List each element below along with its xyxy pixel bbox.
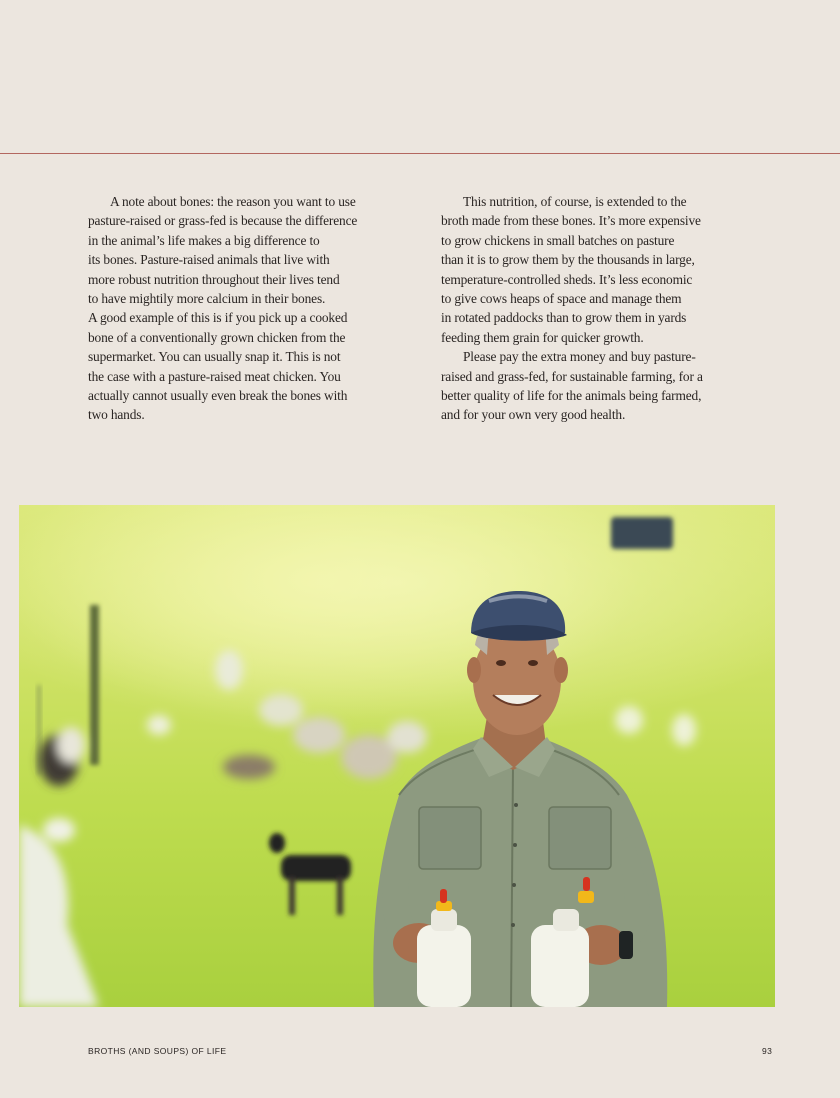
text-line: the case with a pasture-raised meat chicken. You	[88, 368, 341, 384]
text-line: than it is to grow them by the thousands in large,	[441, 252, 695, 268]
text-line: better quality of life for the animals being farmed,	[441, 388, 702, 404]
text-line: to give cows heaps of space and manage them	[441, 291, 682, 307]
text-line: A note about bones: the reason you want to use	[110, 194, 356, 209]
text-line: feeding them grain for quicker growth.	[441, 329, 644, 345]
text-line: actually cannot usually even break the bones with	[88, 388, 348, 404]
text-line: A good example of this is if you pick up a cooked	[88, 310, 348, 326]
farmer-photo-illustration	[19, 505, 775, 1007]
body-text-right-column	[441, 192, 783, 425]
text-line: Please pay the extra money and buy pasture-	[463, 349, 696, 365]
text-line: temperature-controlled sheds. It’s less economic	[441, 271, 693, 287]
text-line: and for your own very good health.	[441, 407, 626, 423]
text-line: in rotated paddocks than to grow them in yards	[441, 310, 687, 326]
body-text-left-column	[88, 192, 423, 425]
farmer-photo	[19, 505, 775, 1007]
running-footer-title: BROTHS (AND SOUPS) OF LIFE	[88, 1046, 227, 1056]
text-line: broth made from these bones. It’s more expensive	[441, 213, 701, 229]
text-line: to have mightily more calcium in their bones.	[88, 291, 326, 307]
text-line: This nutrition, of course, is extended to the	[463, 194, 687, 209]
text-line: bone of a conventionally grown chicken from the	[88, 329, 346, 345]
text-line: to grow chickens in small batches on pasture	[441, 232, 675, 248]
text-line: raised and grass-fed, for sustainable farming, for a	[441, 368, 703, 384]
text-line: in the animal’s life makes a big difference to	[88, 232, 320, 248]
header-rule	[0, 153, 840, 154]
text-line: supermarket. You can usually snap it. This is not	[88, 349, 341, 365]
text-line: pasture-raised or grass-fed is because the difference	[88, 213, 358, 229]
text-line: two hands.	[88, 407, 145, 423]
text-line: more robust nutrition throughout their lives tend	[88, 271, 340, 287]
page-number: 93	[762, 1046, 773, 1056]
text-line: its bones. Pasture-raised animals that live with	[88, 252, 330, 268]
